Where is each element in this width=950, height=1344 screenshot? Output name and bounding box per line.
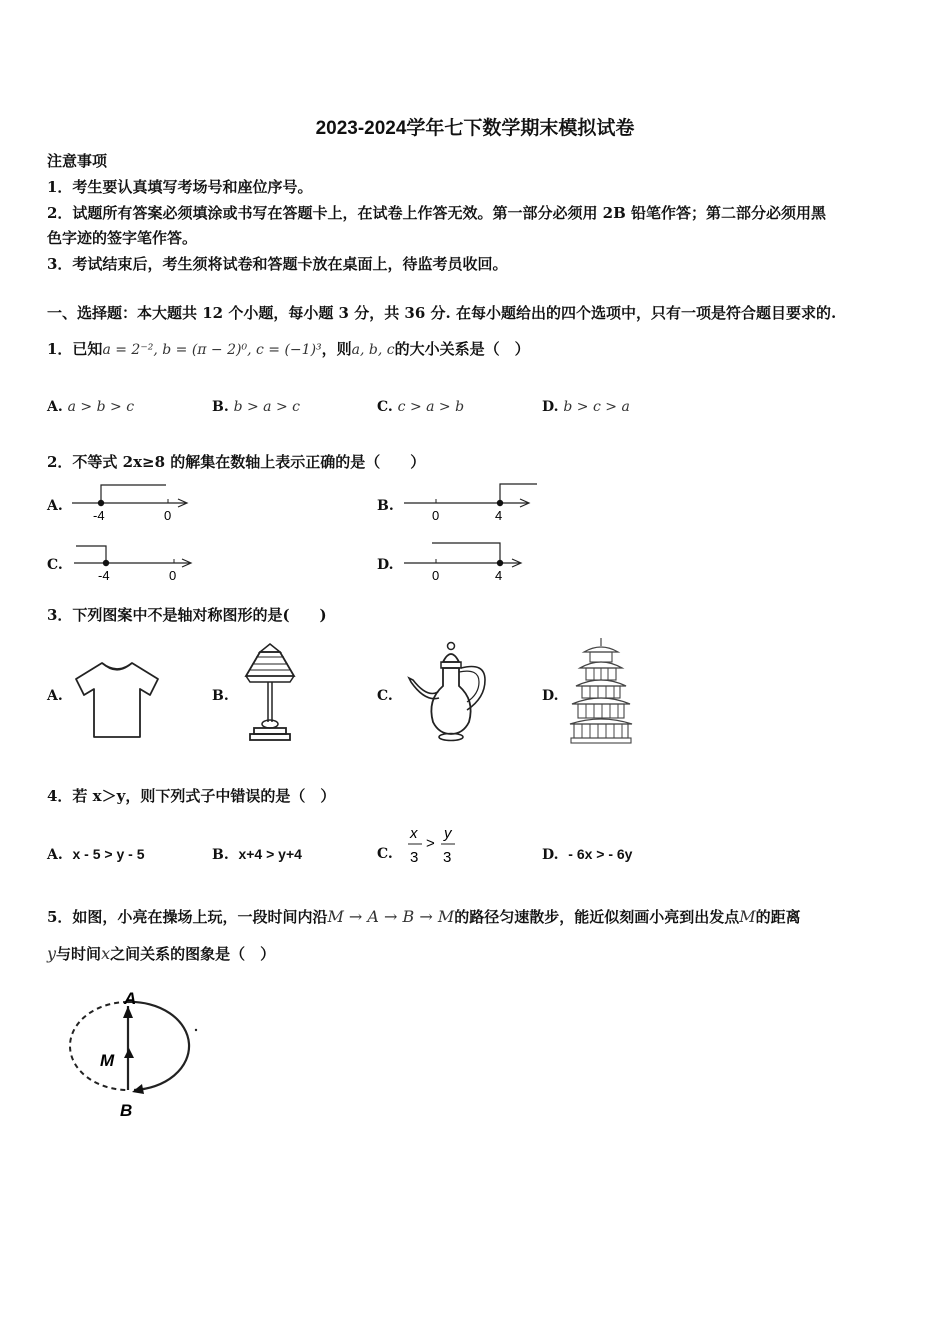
q3-option-a-label[interactable]: A. <box>47 688 63 704</box>
q2-d-right-tick: 4 <box>495 568 503 583</box>
question-5-line-1: 5．如图，小亮在操场上玩，一段时间内沿M → A → B → M的路径匀速散步，能近似刻画小亮到出发点M的距离 <box>47 907 801 926</box>
q2-a-right-tick: 0 <box>164 508 172 523</box>
q4-option-b[interactable]: B. x+4 > y+4 <box>212 846 302 863</box>
q2-option-a-number-line <box>66 480 196 525</box>
q2-d-left-tick: 0 <box>432 568 440 583</box>
page-title: 2023-2024学年七下数学期末模拟试卷 <box>315 118 635 139</box>
q1-formula: a = 2⁻², b = (π − 2)⁰, c = (−1)³ <box>102 342 322 358</box>
q4-option-c-fraction <box>404 822 464 868</box>
q2-option-b-label[interactable]: B. <box>377 498 394 514</box>
q5-arrow-mid <box>124 1048 134 1058</box>
question-1 <box>47 338 530 359</box>
teapot-icon <box>405 640 495 745</box>
q2-option-c-number-line <box>70 540 200 585</box>
q4-option-a[interactable]: A. x - 5 > y - 5 <box>47 846 145 863</box>
q1-mid: ，则 <box>321 340 352 358</box>
q2-option-d-label[interactable]: D. <box>377 557 394 573</box>
q4-c-num2: y <box>444 825 452 842</box>
q4-c-den1: 3 <box>410 849 419 866</box>
q4-option-c-label[interactable]: C. <box>377 846 393 862</box>
q5-path: M → A → B → M <box>327 907 455 926</box>
q4-c-den2: 3 <box>443 849 452 866</box>
q4-option-d[interactable]: D. - 6x > - 6y <box>542 846 633 863</box>
q2-a-left-tick: -4 <box>93 508 105 523</box>
q1-prefix: 1．已知 <box>47 340 103 358</box>
q1-vars: a, b, c <box>351 342 395 358</box>
question-2: 2．不等式 2x≥8 的解集在数轴上表示正确的是（ ） <box>47 453 426 471</box>
q2-option-c-label[interactable]: C. <box>47 557 63 573</box>
q3-option-b-label[interactable]: B. <box>212 688 229 704</box>
question-3: 3．下列图案中不是轴对称图形的是( ) <box>47 606 327 624</box>
q4-c-num1: x <box>410 825 418 842</box>
q5-label-m: M <box>100 1051 115 1070</box>
lamp-icon <box>240 640 300 745</box>
q3-option-c-label[interactable]: C. <box>377 688 393 704</box>
q5-path-figure <box>62 988 202 1123</box>
q4-c-rel: > <box>426 835 435 852</box>
q1-option-b[interactable]: B. b > a > c <box>212 399 301 415</box>
pagoda-icon <box>568 636 634 746</box>
q1-suffix: 的大小关系是（ ） <box>394 340 530 358</box>
notice-item-1: 1．考生要认真填写考场号和座位序号。 <box>47 178 313 196</box>
q5-solid-arc <box>128 1002 189 1090</box>
q1-option-c[interactable]: C. c > a > b <box>377 399 465 415</box>
section-heading: 一、选择题：本大题共 12 个小题，每小题 3 分，共 36 分. 在每小题给出的四个选项中，只有一项是符合题目要求的. <box>47 304 837 322</box>
q5-arrow-bottom <box>132 1084 144 1094</box>
question-5-line-2: y与时间x之间关系的图象是（ ） <box>47 944 276 963</box>
q2-option-d-number-line <box>400 540 530 585</box>
notice-item-2: 2．试题所有答案必须填涂或书写在答题卡上，在试卷上作答无效。第一部分必须用 2B 铅笔作答；第二部分必须用黑 <box>47 204 827 222</box>
q5-label-b: B <box>120 1101 133 1120</box>
q1-option-a[interactable]: A. a > b > c <box>47 399 135 415</box>
notice-item-3: 3．考试结束后，考生须将试卷和答题卡放在桌面上，待监考员收回。 <box>47 255 508 273</box>
q2-option-a-label[interactable]: A. <box>47 498 63 514</box>
q2-b-right-tick: 4 <box>495 508 503 523</box>
q5-dashed-arc <box>70 1002 128 1090</box>
q2-c-right-tick: 0 <box>169 568 177 583</box>
notice-heading: 注意事项 <box>47 152 108 170</box>
q1-option-d[interactable]: D. b > c > a <box>542 399 630 415</box>
question-4: 4．若 x＞y，则下列式子中错误的是（ ） <box>47 787 336 805</box>
notice-item-2-cont: 色字迹的签字笔作答。 <box>47 229 198 247</box>
q2-c-left-tick: -4 <box>98 568 110 583</box>
q2-b-left-tick: 0 <box>432 508 440 523</box>
q3-option-d-label[interactable]: D. <box>542 688 559 704</box>
q2-option-b-number-line <box>400 480 540 525</box>
q5-label-a: A <box>124 989 137 1008</box>
tshirt-icon <box>72 655 162 745</box>
